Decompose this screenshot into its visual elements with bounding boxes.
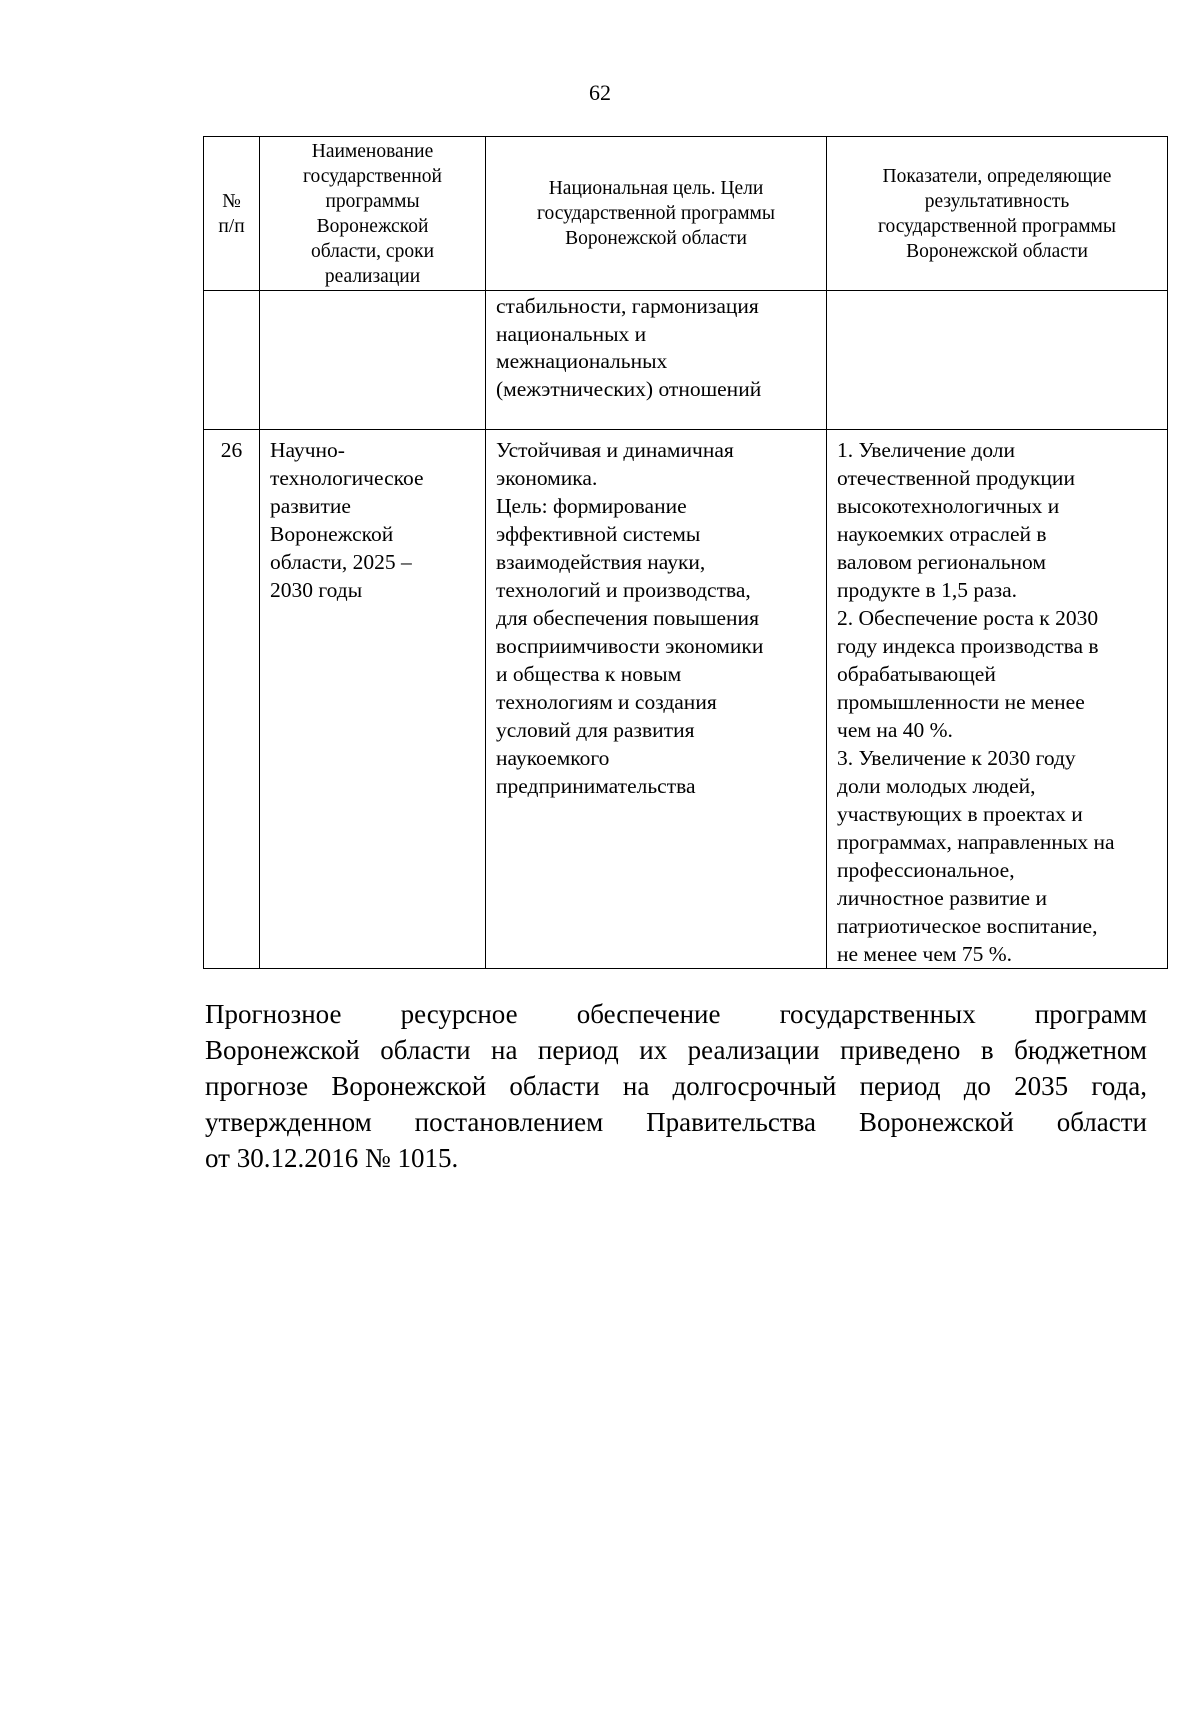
header-national-goal-text: Национальная цель. Цели государственной программы Воронежской области [537, 178, 775, 249]
header-number-text: № п/п [218, 190, 245, 237]
table-row-continuation [204, 291, 1168, 430]
cell-number [204, 430, 260, 969]
body-paragraph [205, 996, 1147, 1176]
cell-program [260, 291, 486, 430]
header-number [204, 137, 260, 291]
cell-goal [486, 430, 827, 969]
cell-goal-text: стабильности, гармонизация национальных и межнациональных (межэтнических) отношений [496, 294, 762, 401]
cell-indicators [827, 430, 1168, 969]
header-indicators [827, 137, 1168, 291]
table-header-row [204, 137, 1168, 291]
programs-table [203, 136, 1168, 969]
paragraph-line: утвержденном постановлением Правительства Воронежской области [205, 1107, 1147, 1137]
cell-program [260, 430, 486, 969]
cell-program-text [260, 291, 485, 293]
cell-program-text: Научно- технологическое развитие Воронежской области, 2025 – 2030 годы [270, 438, 424, 602]
cell-indicators-text [827, 291, 1167, 293]
table-row-26 [204, 430, 1168, 969]
paragraph-line: прогнозе Воронежской области на долгосрочный период до 2035 года, [205, 1071, 1147, 1101]
page-number: 62 [589, 80, 611, 105]
cell-number [204, 291, 260, 430]
cell-number-text: 26 [220, 438, 243, 462]
cell-goal [486, 291, 827, 430]
cell-goal-text: Устойчивая и динамичная экономика. Цель: формирование эффективной системы взаимодействия науки, технологий и производства, для обеспечения повышения восприимчивости экономики и общества к новым технологиям и создания условий для развития наукоемкого предпринимательства [496, 438, 764, 798]
cell-number-text [204, 291, 259, 293]
header-national-goal [486, 137, 827, 291]
paragraph-line: Прогнозное ресурсное обеспечение государственных программ [205, 999, 1147, 1029]
paragraph-line: от 30.12.2016 № 1015. [205, 1143, 459, 1173]
header-indicators-text: Показатели, определяющие результативность государственной программы Воронежской области [878, 165, 1116, 262]
cell-indicators-text: 1. Увеличение доли отечественной продукции высокотехнологичных и наукоемких отраслей в валовом региональном продукте в 1,5 раза. 2. Обеспечение роста к 2030 году индекса производства в обрабатывающей промышленности не менее чем на 40 %. 3. Увеличение к 2030 году доли молодых людей, участвующих в проектах и программах, направленных на профессиональное, личностное развитие и патриотическое воспитание, не менее чем 75 %. [837, 438, 1115, 966]
header-program-name-text: Наименование государственной программы Воронежской области, сроки реализации [303, 140, 442, 287]
cell-indicators [827, 291, 1168, 430]
header-program-name [260, 137, 486, 291]
paragraph-line: Воронежской области на период их реализации приведено в бюджетном [205, 1035, 1147, 1065]
